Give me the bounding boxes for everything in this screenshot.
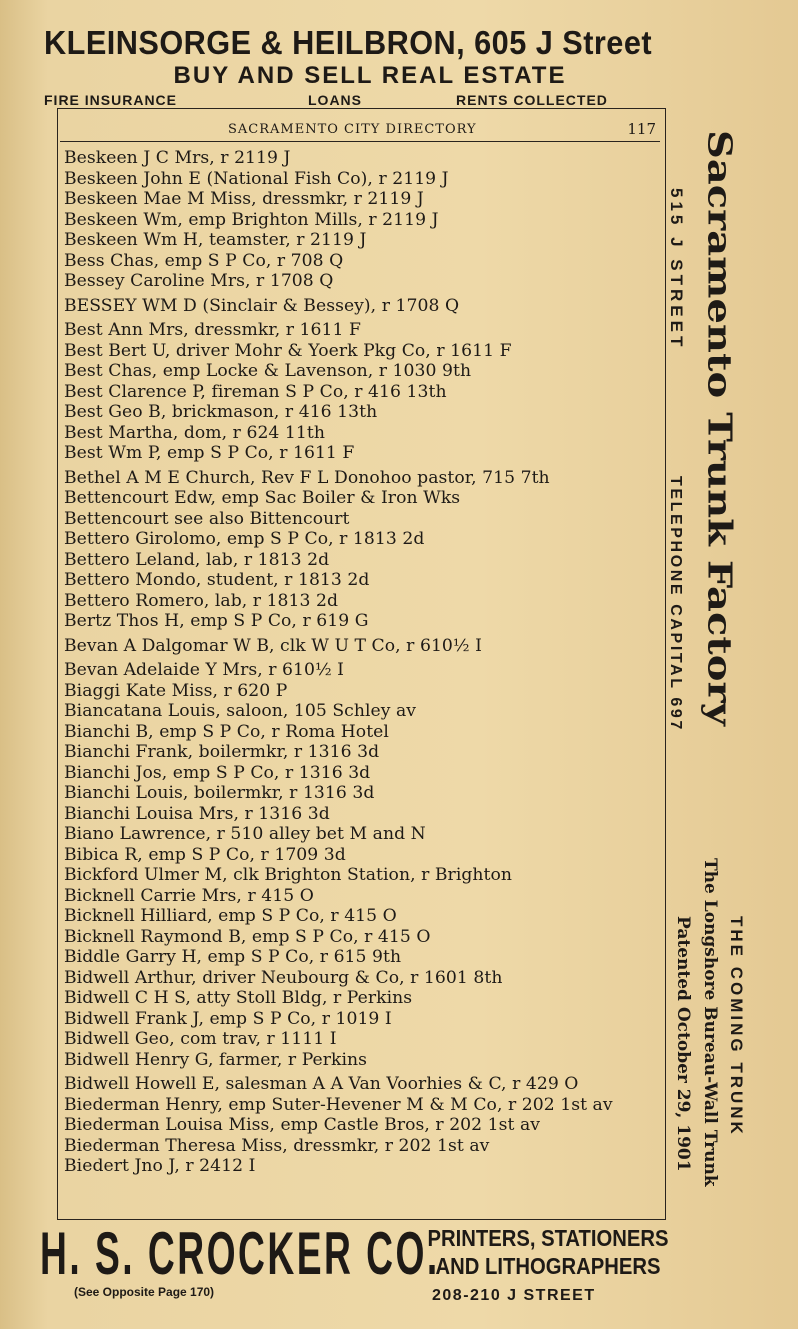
directory-entry: Best Geo B, brickmason, r 416 13th xyxy=(64,402,378,422)
directory-entry: Biedert Jno J, r 2412 I xyxy=(64,1156,256,1176)
directory-entry: Bicknell Hilliard, emp S P Co, r 415 O xyxy=(64,906,397,926)
directory-entry: Bidwell Geo, com trav, r 1111 I xyxy=(64,1029,337,1049)
directory-entry: Bethel A M E Church, Rev F L Donohoo pastor, 715 7th xyxy=(64,467,550,488)
directory-entry: Bettencourt see also Bittencourt xyxy=(64,508,350,529)
directory-entry: Best Bert U, driver Mohr & Yoerk Pkg Co, r 1611 F xyxy=(64,340,512,361)
sidebar-patent: Patented October 29, 1901 xyxy=(673,916,693,1172)
running-head xyxy=(60,120,660,140)
directory-entry: Bettero Romero, lab, r 1813 2d xyxy=(64,590,339,611)
advertiser-title: KLEINSORGE & HEILBRON, 605 J Street xyxy=(44,24,653,61)
service-rents: RENTS COLLECTED xyxy=(456,92,608,108)
directory-entry: Bianchi Louis, boilermkr, r 1316 3d xyxy=(64,783,375,803)
directory-entry: Bidwell C H S, atty Stoll Bldg, r Perkins xyxy=(64,988,413,1008)
directory-entry: Bickford Ulmer M, clk Brighton Station, r Brighton xyxy=(64,865,513,885)
sidebar-address: 515 J STREET xyxy=(667,188,686,351)
directory-entry: Beskeen Wm H, teamster, r 2119 J xyxy=(64,230,367,250)
running-head-title: SACRAMENTO CITY DIRECTORY xyxy=(228,122,477,137)
directory-entry: Bidwell Frank J, emp S P Co, r 1019 I xyxy=(64,1008,392,1029)
service-fire-insurance: FIRE INSURANCE xyxy=(44,92,178,108)
directory-entry: Best Martha, dom, r 624 11th xyxy=(64,422,325,443)
directory-entry: Beskeen John E (National Fish Co), r 2119 J xyxy=(64,168,449,189)
directory-entry: Bianchi B, emp S P Co, r Roma Hotel xyxy=(64,721,389,742)
directory-entry: Biddle Garry H, emp S P Co, r 615 9th xyxy=(64,947,402,967)
directory-entry: Beskeen Mae M Miss, dressmkr, r 2119 J xyxy=(64,189,424,209)
directory-entry: Bettencourt Edw, emp Sac Boiler & Iron Wks xyxy=(64,488,461,508)
directory-entry: Best Clarence P, fireman S P Co, r 416 13th xyxy=(64,381,447,402)
directory-entry: Bevan Adelaide Y Mrs, r 610½ I xyxy=(64,660,345,680)
page-number: 117 xyxy=(627,120,656,138)
directory-entry: Bettero Mondo, student, r 1813 2d xyxy=(64,570,370,590)
directory-entry: Biederman Henry, emp Suter-Hevener M & M Co, r 202 1st av xyxy=(64,1094,613,1115)
directory-entry: Biancatana Louis, saloon, 105 Schley av xyxy=(64,701,417,721)
directory-entry: Bessey Caroline Mrs, r 1708 Q xyxy=(64,271,334,291)
directory-entry: BESSEY WM D (Sinclair & Bessey), r 1708 Q xyxy=(64,295,460,316)
directory-entry: Bettero Girolomo, emp S P Co, r 1813 2d xyxy=(64,529,425,549)
directory-entry: Bicknell Carrie Mrs, r 415 O xyxy=(64,885,314,906)
directory-entry: Bidwell Arthur, driver Neubourg & Co, r 1601 8th xyxy=(64,967,503,988)
directory-entry: Biederman Louisa Miss, emp Castle Bros, r 202 1st av xyxy=(64,1115,541,1135)
directory-entry: Best Wm P, emp S P Co, r 1611 F xyxy=(64,443,355,463)
directory-entry: Biaggi Kate Miss, r 620 P xyxy=(64,680,288,701)
directory-entry: Bertz Thos H, emp S P Co, r 619 G xyxy=(64,611,369,631)
directory-entry: Bidwell Henry G, farmer, r Perkins xyxy=(64,1049,368,1070)
footer-note: (See Opposite Page 170) xyxy=(74,1285,215,1299)
directory-entry: Biano Lawrence, r 510 alley bet M and N xyxy=(64,824,426,844)
footer-line1: PRINTERS, STATIONERS xyxy=(427,1225,669,1251)
directory-entry: Biederman Theresa Miss, dressmkr, r 202 1st av xyxy=(64,1135,490,1156)
directory-entry: Bianchi Frank, boilermkr, r 1316 3d xyxy=(64,742,380,762)
footer-address: 208-210 J STREET xyxy=(432,1287,596,1304)
sidebar-telephone: TELEPHONE CAPITAL 697 xyxy=(667,476,684,732)
directory-entry: Bibica R, emp S P Co, r 1709 3d xyxy=(64,844,346,865)
directory-entry: Bianchi Jos, emp S P Co, r 1316 3d xyxy=(64,762,371,783)
directory-entry: Bettero Leland, lab, r 1813 2d xyxy=(64,549,330,570)
directory-entry: Best Chas, emp Locke & Lavenson, r 1030 9th xyxy=(64,361,472,381)
footer-company: H. S. CROCKER CO. xyxy=(40,1220,440,1287)
directory-entry: Bianchi Louisa Mrs, r 1316 3d xyxy=(64,803,330,824)
directory-entry: Bess Chas, emp S P Co, r 708 Q xyxy=(64,250,344,271)
sidebar-company-block xyxy=(696,130,762,800)
running-head-rule xyxy=(60,141,660,142)
directory-entry: Beskeen J C Mrs, r 2119 J xyxy=(64,148,291,168)
footer-services xyxy=(425,1224,671,1280)
footer-line2: AND LITHOGRAPHERS xyxy=(435,1253,661,1279)
directory-entry: Bidwell Howell E, salesman A A Van Voorhies & C, r 429 O xyxy=(64,1074,579,1094)
sidebar-slogan: THE COMING TRUNK xyxy=(727,916,746,1137)
service-loans: LOANS xyxy=(308,92,362,108)
advertiser-tagline: BUY AND SELL REAL ESTATE xyxy=(173,62,567,89)
directory-entry: Beskeen Wm, emp Brighton Mills, r 2119 J xyxy=(64,209,439,230)
sidebar-product: The Longshore Bureau-Wall Trunk xyxy=(700,858,720,1187)
directory-entry: Best Ann Mrs, dressmkr, r 1611 F xyxy=(64,320,361,340)
directory-entry: Bicknell Raymond B, emp S P Co, r 415 O xyxy=(64,926,431,947)
directory-entries xyxy=(64,148,664,1177)
sidebar-company: Sacramento Trunk Factory xyxy=(700,130,739,726)
directory-entry: Bevan A Dalgomar W B, clk W U T Co, r 610½ I xyxy=(64,635,482,656)
